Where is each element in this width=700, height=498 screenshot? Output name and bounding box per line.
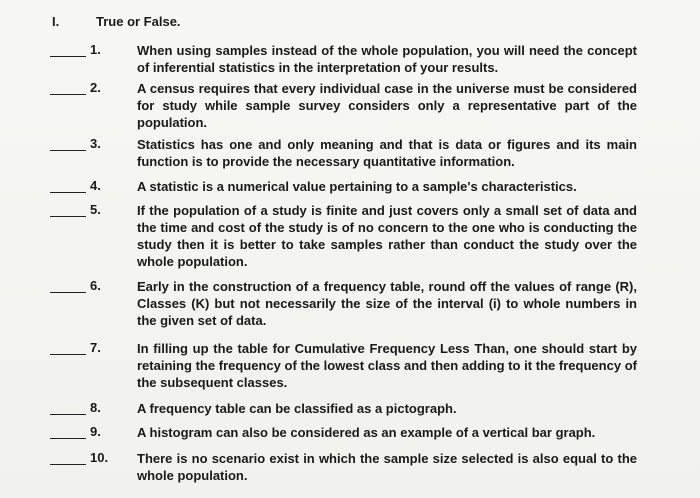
question-number-10: 10.	[90, 450, 109, 465]
section-number: I.	[52, 14, 60, 29]
answer-blank-5[interactable]	[50, 216, 86, 217]
question-text-2: A census requires that every individual case in the universe must be considered for study while sample survey considers only a representative part of the population.	[137, 81, 637, 130]
question-text-6: Early in the construction of a frequency table, round off the values of range (R), Classes (K) but not necessarily the size of the interval (i) to whole numbers in the given set of data.	[137, 279, 637, 328]
question-number-2: 2.	[90, 80, 101, 95]
question-number-4: 4.	[90, 178, 101, 193]
question-number-5: 5.	[90, 202, 101, 217]
answer-blank-1[interactable]	[50, 56, 86, 57]
answer-blank-2[interactable]	[50, 94, 86, 95]
question-text-3: Statistics has one and only meaning and that is data or figures and its main function is to provide the necessary quantitative information.	[137, 137, 637, 169]
section-title: True or False.	[96, 14, 181, 29]
answer-blank-4[interactable]	[50, 192, 86, 193]
question-number-3: 3.	[90, 136, 101, 151]
answer-blank-10[interactable]	[50, 464, 86, 465]
question-text-1: When using samples instead of the whole population, you will need the concept of inferential statistics in the interpretation of your results.	[137, 43, 637, 75]
question-text-10: There is no scenario exist in which the sample size selected is also equal to the whole population.	[137, 451, 637, 483]
question-number-7: 7.	[90, 340, 101, 355]
question-number-8: 8.	[90, 400, 101, 415]
answer-blank-7[interactable]	[50, 354, 86, 355]
answer-blank-9[interactable]	[50, 438, 86, 439]
question-number-6: 6.	[90, 278, 101, 293]
question-number-9: 9.	[90, 424, 101, 439]
question-text-9: A histogram can also be considered as an example of a vertical bar graph.	[137, 425, 596, 440]
answer-blank-8[interactable]	[50, 414, 86, 415]
question-text-8: A frequency table can be classified as a pictograph.	[137, 401, 457, 416]
answer-blank-3[interactable]	[50, 150, 86, 151]
answer-blank-6[interactable]	[50, 292, 86, 293]
question-text-4: A statistic is a numerical value pertaining to a sample's characteristics.	[137, 179, 577, 194]
question-text-5: If the population of a study is finite and just covers only a small set of data and the time and cost of the study is of no concern to the one who is conducting the study then it is better to take samples rather than conduct the study over the whole population.	[137, 203, 637, 269]
question-text-7: In filling up the table for Cumulative Frequency Less Than, one should start by retaining the frequency of the lowest class and then adding to it the frequency of the subsequent classes.	[137, 341, 637, 390]
question-number-1: 1.	[90, 42, 101, 57]
